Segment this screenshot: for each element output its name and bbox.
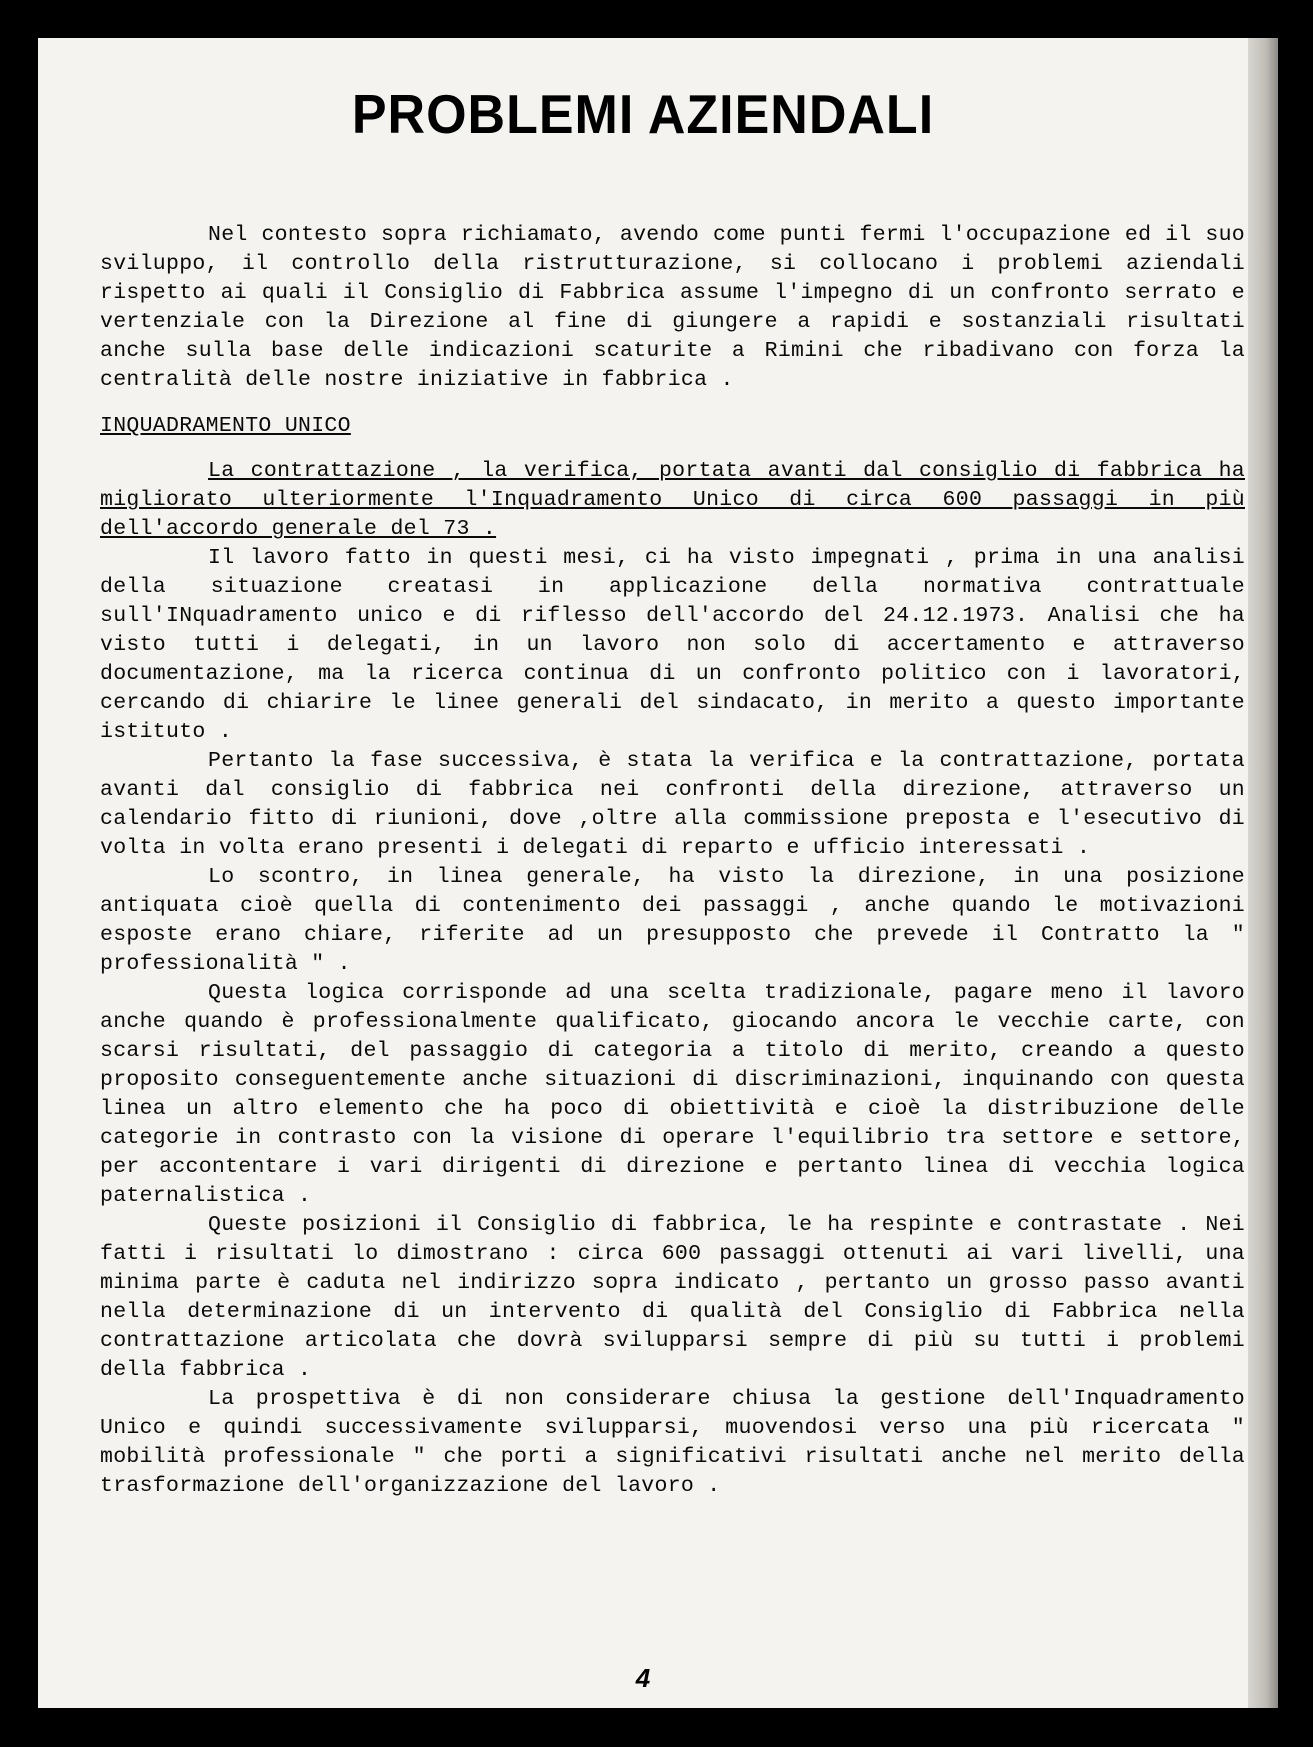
page-title: PROBLEMI AZIENDALI [351, 84, 935, 146]
document-page [38, 38, 1278, 1708]
page-number: 4 [635, 1663, 651, 1693]
paragraph: Questa logica corrisponde ad una scelta tradizionale, pagare meno il lavoro anche quando è professionalmente qualificato, giocando ancora le vecchie carte, con scarsi risultati, del passaggio di categoria a titolo di merito, creando a questo proposito conseguentemente anche situazioni di discriminazioni, inquinando con questa linea un altro elemento che ha poco di obiettività e cioè la distribuzione delle categorie in contrasto con la visione di operare l'equilibrio tra settore e settore, per accontentare i vari dirigenti di direzione e pertanto linea di vecchia logica paternalistica . [100, 981, 1245, 1208]
paragraph-highlight [100, 457, 1245, 544]
paragraph-highlight-text: La contrattazione , la verifica, portata avanti dal consiglio di fabbrica ha migliorato ulteriormente l'Inquadramento Unico di circa 600 passaggi in più dell'accordo generale del 73 . [100, 459, 1245, 541]
paragraph: Il lavoro fatto in questi mesi, ci ha visto impegnati , prima in una analisi della situazione creatasi in applicazione della normativa contrattuale sull'INquadramento unico e di riflesso dell'accordo del 24.12.1973. Analisi che ha visto tutti i delegati, in un lavoro non solo di accertamento e attraverso documentazione, ma la ricerca continua di un confronto politico con i lavoratori, cercando di chiarire le linee generali del sindacato, in merito a questo importante istituto . [100, 546, 1245, 744]
paragraph: La prospettiva è di non considerare chiusa la gestione dell'Inquadramento Unico e quindi successivamente svilupparsi, muovendosi verso una più ricercata " mobilità professionale " che porti a significativi risultati anche nel merito della trasformazione dell'organizzazione del lavoro . [100, 1387, 1245, 1498]
article-body [100, 221, 1245, 1501]
page-edge-shadow [1248, 38, 1278, 1708]
paragraph: Lo scontro, in linea generale, ha visto la direzione, in una posizione antiquata cioè quella di contenimento dei passaggi , anche quando le motivazioni esposte erano chiare, riferite ad un presupposto che prevede il Contratto la " professionalità " . [100, 865, 1245, 976]
section-heading: INQUADRAMENTO UNICO [100, 414, 351, 438]
paragraph: Pertanto la fase successiva, è stata la verifica e la contrattazione, portata avanti dal consiglio di fabbrica nei confronti della direzione, attraverso un calendario fitto di riunioni, dove ,oltre alla commissione preposta e l'esecutivo di volta in volta erano presenti i delegati di reparto e ufficio interessati . [100, 749, 1245, 860]
paragraph: Queste posizioni il Consiglio di fabbrica, le ha respinte e contrastate . Nei fatti i risultati lo dimostrano : circa 600 passaggi ottenuti ai vari livelli, una minima parte è caduta nel indirizzo sopra indicato , pertanto un grosso passo avanti nella determinazione di un intervento di qualità del Consiglio di Fabbrica nella contrattazione articolata che dovrà svilupparsi sempre di più su tutti i problemi della fabbrica . [100, 1213, 1245, 1382]
intro-paragraph: Nel contesto sopra richiamato, avendo come punti fermi l'occupazione ed il suo sviluppo, il controllo della ristrutturazione, si collocano i problemi aziendali rispetto ai quali il Consiglio di Fabbrica assume l'impegno di un confronto serrato e vertenziale con la Direzione al fine di giungere a rapidi e sostanziali risultati anche sulla base delle indicazioni scaturite a Rimini che ribadivano con forza la centralità delle nostre iniziative in fabbrica . [100, 223, 1245, 392]
